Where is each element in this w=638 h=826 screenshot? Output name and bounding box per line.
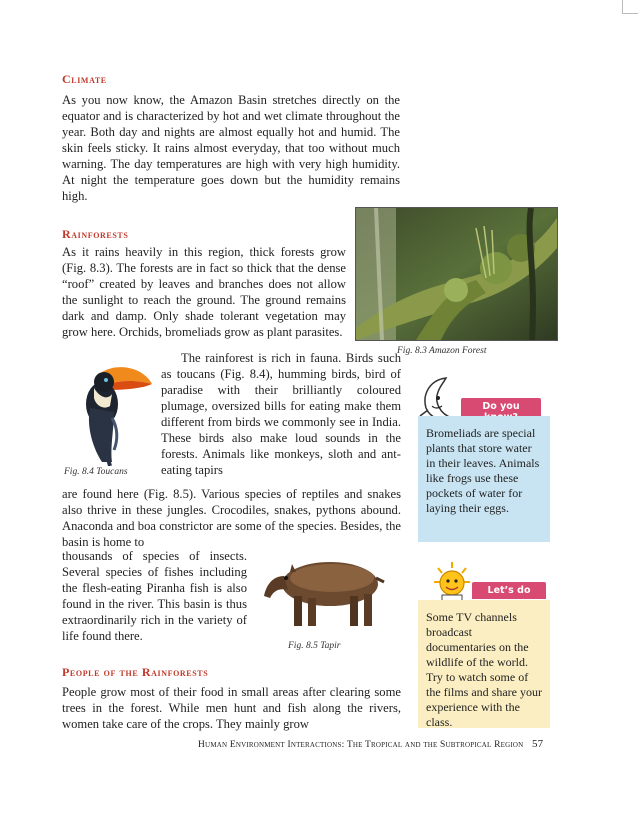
do-you-know-text: Bromeliads are special plants that store water in their leaves. Animals like frogs use these pockets of water for laying their eggs. xyxy=(426,426,540,515)
paragraph-rainforests-1: As it rains heavily in this region, thick forests grow (Fig. 8.3). The forests are in fact so thick that the dense “roof” created by leaves and branches does not allow the sunlight to reach the ground. The ground remains dark and damp. Only shade tolerant vegetation may grow here. Orchids, bromeliads grow as plant parasites. xyxy=(62,245,346,339)
lets-do-text: Some TV channels broadcast documentaries on the wildlife of the world. Try to watch some of the films and share your experience with the class. xyxy=(426,610,542,729)
caption-amazon-forest: Fig. 8.3 Amazon Forest xyxy=(397,346,487,356)
tapir-illustration xyxy=(262,548,392,634)
heading-people: People of the Rainforests xyxy=(62,665,209,679)
page-number: 57 xyxy=(531,738,544,750)
paragraph-rainforests-3: are found here (Fig. 8.5). Various species of reptiles and snakes also thrive in these jungles. Crocodiles, snakes, pythons abound. Anaconda and boa constrictor are some of the species. Besides, the basin is home to xyxy=(62,487,401,549)
running-title: Human Environment Interactions: The Tropical and the Subtropical Region xyxy=(198,740,524,750)
amazon-forest-illustration xyxy=(356,208,557,340)
toucan-image xyxy=(64,358,154,466)
caption-toucans: Fig. 8.4 Toucans xyxy=(64,467,128,477)
paragraph-rainforests-4: thousands of species of insects. Several species of fishes including the flesh-eating Piranha fish is also found in the river. This basin is thus extraordinarily rich in the variety of life found there. xyxy=(62,549,247,643)
paragraph-rainforests-2: The rainforest is rich in fauna. Birds such as toucans (Fig. 8.4), humming birds, bird of paradise with their brilliantly coloured plumage, oversized bills for eating make them different from birds we commonly see in India. These birds also make loud sounds in the forests. Animals like monkeys, sloth and ant-eating tapirs xyxy=(161,351,401,477)
paragraph-people: People grow most of their food in small areas after clearing some trees in the forest. While men hunt and fish along the rivers, women take care of the crops. They mainly grow xyxy=(62,685,401,731)
heading-climate: Climate xyxy=(62,72,107,86)
do-you-know-tag: Do you xyxy=(461,398,541,426)
toucan-illustration xyxy=(64,358,154,466)
lets-do-tag: Let’s do xyxy=(472,582,546,599)
tapir-image xyxy=(262,548,392,634)
amazon-forest-image xyxy=(355,207,558,341)
caption-tapir: Fig. 8.5 Tapir xyxy=(288,641,341,651)
corner-mark xyxy=(622,0,638,14)
lets-do-box xyxy=(418,600,550,728)
paragraph-climate: As you now know, the Amazon Basin stretches directly on the equator and is characterized by hot and wet climate throughout the year. Both day and nights are almost equally hot and humid. The skin feels sticky. It rains almost everyday, that too without much warning. The day temperatures are high with very high humidity. At night the temperature goes down but the humidity remains high. xyxy=(62,93,400,203)
page-footer xyxy=(198,738,558,750)
do-you-know-box xyxy=(418,416,550,542)
heading-rainforests: Rainforests xyxy=(62,227,129,241)
